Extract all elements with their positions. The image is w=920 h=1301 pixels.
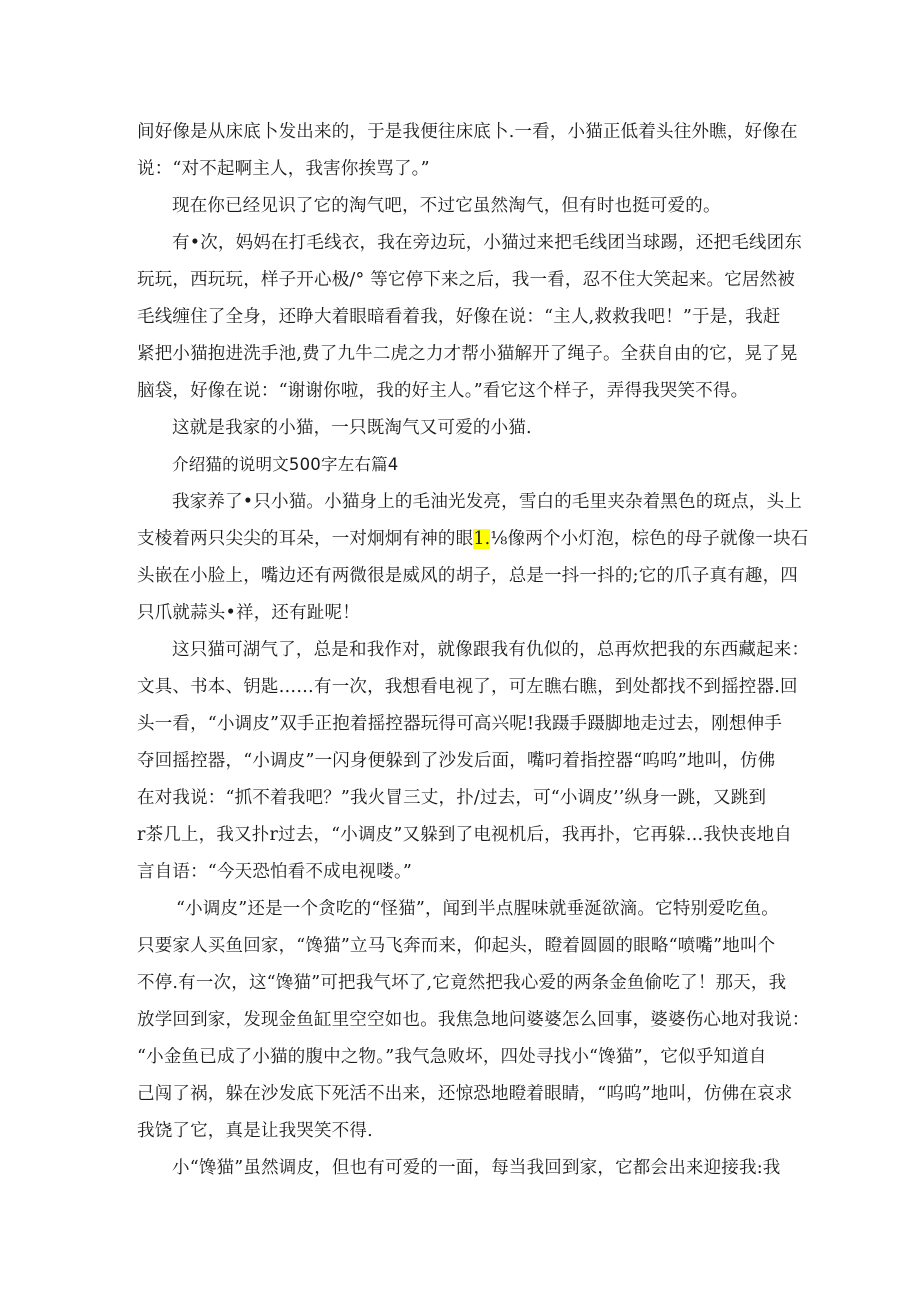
text-line: 小“馋猫”虽然调皮，但也有可爱的一面，每当我回到家，它都会出来迎接我:我 bbox=[172, 1158, 781, 1178]
text-line: 这只猫可湖气了，总是和我作对，就像跟我有仇似的，总再炊把我的东西藏起来： bbox=[172, 640, 810, 660]
text-line: 头一看，“小调皮”双手正抱着摇控器玩得可高兴呢!我蹑手蹑脚地走过去，刚想伸手 bbox=[137, 714, 783, 734]
text-line: 头嵌在小脸上，嘴边还有两微很是威风的胡子，总是一抖一抖的;它的爪子真有趣，四 bbox=[137, 566, 798, 586]
text-line: 玩玩，西玩玩，样子开心极/° 等它停下来之后，我一看，忍不住大笑起来。它居然被 bbox=[137, 270, 796, 290]
text-line: 现在你已经见识了它的淘气吧，不过它虽然淘气，但有时也挺可爱的。 bbox=[172, 196, 721, 216]
text-line: 脑袋，好像在说：“谢谢你啦，我的好主人。”看它这个样子，弄得我哭笑不得。 bbox=[137, 381, 749, 401]
text-line: 不停.有一次，这“馋猫”可把我气坏了,它竟然把我心爱的两条金鱼偷吃了！那天，我 bbox=[137, 973, 787, 993]
text-line: 言自语：“今天恐怕看不成电视喽。” bbox=[137, 862, 413, 882]
text-segment: ⅛像两个小灯泡，棕色的母子就像一块石 bbox=[490, 529, 809, 549]
text-line: 这就是我家的小猫，一只既淘气又可爱的小猫. bbox=[172, 418, 532, 438]
text-line: 文具、书本、钥匙……有一次，我想看电视了，可左瞧右瞧，到处都找不到摇控器.回 bbox=[137, 677, 798, 697]
text-segment: 支棱着两只尖尖的耳朵，一对炯炯有神的眼 bbox=[137, 529, 474, 549]
text-line: “小金鱼已成了小猫的腹中之物。”我气急败坏，四处寻找小“馋猫”，它似乎知道自 bbox=[137, 1047, 767, 1067]
text-line: 毛线缠住了全身，还睁大着眼暗看着我，好像在说：“主人,救救我吧！”于是，我赶 bbox=[137, 307, 781, 327]
text-line bbox=[137, 527, 808, 551]
text-line: 夺回摇控器，“小调皮”一闪身便躲到了沙发后面，嘴叼着指控器“呜呜”地叫，仿佛 bbox=[137, 751, 776, 771]
highlighted-text: 1. bbox=[473, 529, 491, 549]
text-line: 我家养了•只小猫。小猫身上的毛油光发亮，雪白的毛里夹杂着黑色的斑点，头上 bbox=[172, 492, 803, 512]
text-line: 紧把小猫抱进洗手池,费了九牛二虎之力才帮小猫解开了绳子。全获自由的它，晃了晃 bbox=[137, 344, 798, 364]
text-line: 间好像是从床底卜发出来的，于是我便往床底卜.一看，小猫正低着头往外瞧，好像在 bbox=[137, 122, 798, 142]
text-line: 只要家人买鱼回家，“馋猫”立马飞奔而来，仰起头，瞪着圆圆的眼略“喷嘴”地叫个 bbox=[137, 936, 776, 956]
text-line: r茶几上，我又扑r过去，“小调皮”又躲到了电视机后，我再扑，它再躲…我快丧地自 bbox=[137, 825, 792, 845]
text-line: 放学回到家，发现金鱼缸里空空如也。我焦急地问婆婆怎么回事，婆婆伤心地对我说： bbox=[137, 1010, 810, 1030]
text-line: 有•次，妈妈在打毛线衣，我在旁边玩，小猫过来把毛线团当球踢，还把毛线团东 bbox=[172, 233, 803, 253]
section-heading: 介绍猫的说明文500字左右篇4 bbox=[172, 455, 399, 474]
text-line: 只爪就蒜头•祥，还有趾呢！ bbox=[137, 603, 360, 623]
text-line: 说：“对不起啊主人，我害你挨骂了。” bbox=[137, 159, 430, 179]
text-line: 我饶了它，真是让我哭笑不得. bbox=[137, 1121, 373, 1141]
text-line: 在对我说：“抓不着我吧？”我火冒三丈，扑/过去，可“小调皮’’纵身一跳，又跳到 bbox=[137, 788, 767, 808]
text-line: “小调皮”还是一个贪吃的“怪猫”，闻到半点腥味就垂涎欲滴。它特别爱吃鱼。 bbox=[176, 899, 779, 919]
text-line: 己闯了祸，躲在沙发底下死活不出来，还惊恐地瞪着眼睛，“呜呜”地叫，仿佛在哀求 bbox=[137, 1084, 793, 1104]
